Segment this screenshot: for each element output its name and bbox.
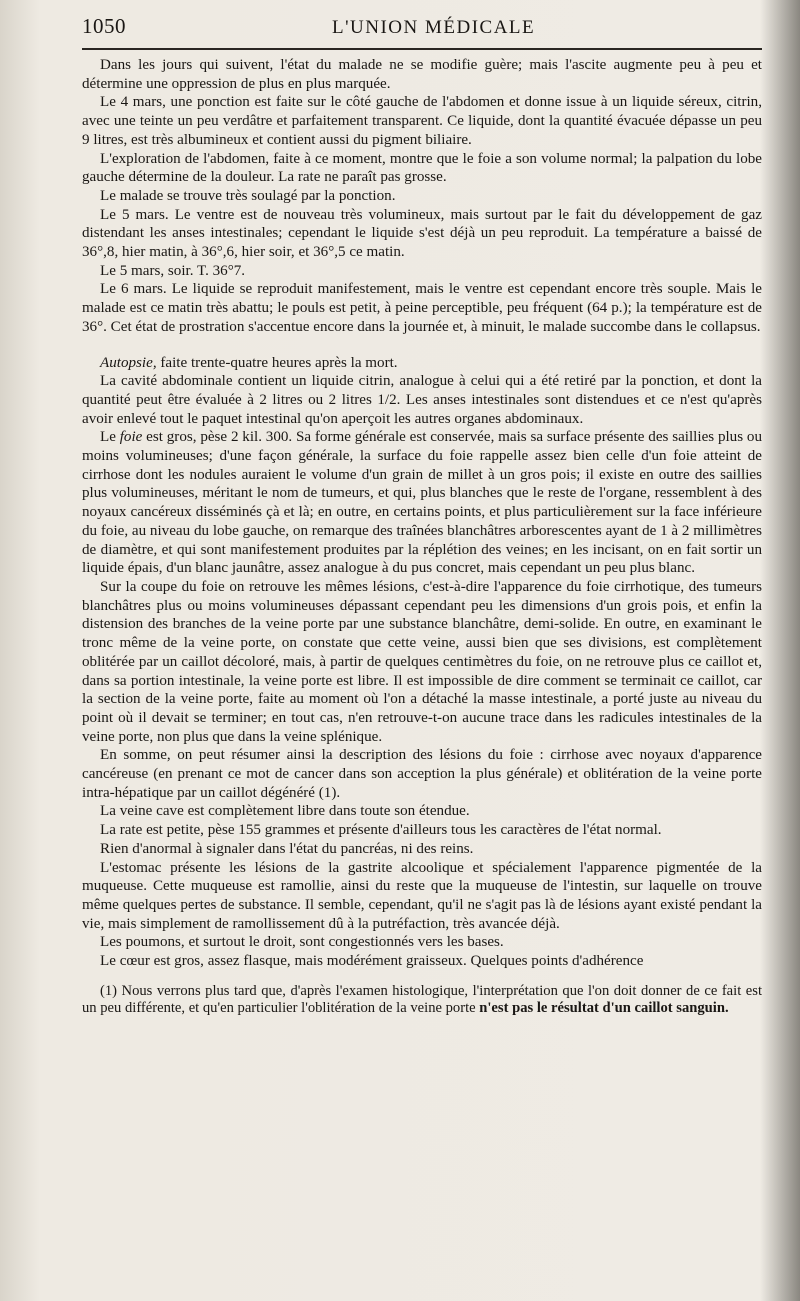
page-number: 1050 [82, 14, 126, 38]
foie-text: est gros, pèse 2 kil. 300. Sa forme générale est conservée, mais sa surface présente des saillies plus ou moins volumineuses; d'une façon générale, la surface du foie rappelle assez bien celle d'un foie atteint de cirrhose dont les nodules auraient le volume d'un grain de millet à un gros pois; il existe en outre des saillies plus volumineuses, méritant le nom de tumeurs, et qui, plus blanches que le reste de l'organe, ressemblent à des noyaux cancéreux disséminés çà et là; en outre, en certains points, et plus particulièrement sur la face inférieure du foie, au niveau du lobe gauche, on remarque des traînées blanchâtres arborescentes ayant de 1 à 2 millimètres de diamètre, et qui sont manifestement produites par la réplétion des veines; en les incisant, on en fait sortir un liquide épais, d'un blanc jaunâtre, assez analogue à du pus concret, mais cependant un peu plus blanc. [82, 429, 762, 577]
autopsie-label: Autopsie, [100, 354, 157, 371]
paragraph: Le 5 mars, soir. T. 36°7. [100, 262, 246, 279]
footnote [82, 983, 762, 1018]
paragraph: Sur la coupe du foie on retrouve les mêmes lésions, c'est-à-dire l'apparence du foie cirrhotique, des tumeurs blanchâtres plus ou moins volumineuses dépassant cependant peu les dimensions d'un grois pois, et enfin la distension des branches de la veine porte par une substance blanchâtre, demi-solide. En outre, en examinant le tronc même de la veine porte, on constate que cette veine, aussi bien que ses divisions, est complètement oblitérée par un caillot décoloré, mais, à partir de quelques centimètres du foie, on ne retrouve plus ce caillot et, dans sa portion intestinale, la veine porte est libre. Il est impossible de dire comment se terminait ce caillot, car la section de la veine porte, faite au moment où l'on a détaché la masse intestinale, a porté juste au niveau du point où il devait se terminer; en tout cas, n'en retrouve-t-on aucune trace dans les radicules intestinales de la veine porte, non plus que dans la veine splénique. [82, 578, 762, 745]
paragraph: La rate est petite, pèse 155 grammes et présente d'ailleurs tous les caractères de l'état normal. [100, 822, 662, 839]
paragraph: Rien d'anormal à signaler dans l'état du pancréas, ni des reins. [100, 840, 474, 857]
running-header [82, 14, 762, 50]
foie-prefix: Le [100, 429, 120, 446]
paragraph: L'exploration de l'abdomen, faite à ce moment, montre que le foie a son volume normal; la palpation du lobe gauche détermine de la douleur. La rate ne paraît pas grosse. [82, 150, 762, 186]
foie-italic: foie [119, 429, 143, 446]
paragraph: Le 6 mars. Le liquide se reproduit manifestement, mais le ventre est cependant encore très souple. Mais le malade est ce matin très abattu; le pouls est petit, à peine perceptible, peu fréquent (64 p.); la température est de 36°. Cet état de prostration s'accentue encore dans la journée et, à minuit, le malade succombe dans le collapsus. [82, 281, 762, 335]
foie-paragraph [82, 428, 762, 578]
section-gap [82, 337, 762, 354]
paragraph: En somme, on peut résumer ainsi la description des lésions du foie : cirrhose avec noyaux d'apparence cancéreuse (en prenant ce mot de cancer dans son acception la plus générale) et oblitération de la veine porte intra-hépatique par un caillot dégénéré (1). [82, 747, 762, 801]
paragraph: Les poumons, et surtout le droit, sont congestionnés vers les bases. [100, 934, 504, 951]
paragraph: Dans les jours qui suivent, l'état du malade ne se modifie guère; mais l'ascite augmente peu à peu et détermine une oppression de plus en plus marquée. [82, 57, 762, 92]
paragraph: Le 4 mars, une ponction est faite sur le côté gauche de l'abdomen et donne issue à un liquide séreux, citrin, avec une teinte un peu verdâtre et parfaitement transparent. Ce liquide, dont la quantité évacuée dépasse un peu 9 litres, est très albumineux et contient aussi du pigment biliaire. [82, 94, 762, 148]
article-body [82, 56, 762, 971]
footnote-line-bold: n'est pas le résultat d'un caillot sanguin. [479, 1000, 729, 1017]
paragraph: Le cœur est gros, assez flasque, mais modérément graisseux. Quelques points d'adhérence [100, 953, 644, 970]
paragraph: Le malade se trouve très soulagé par la ponction. [100, 187, 396, 204]
autopsie-paragraph [82, 354, 762, 373]
paragraph: La cavité abdominale contient un liquide citrin, analogue à celui qui a été retiré par la ponction, et dont la quantité peut être évaluée à 2 litres ou 2 litres 1/2. Les anses intestinales sont distendues et ce n'est qu'après avoir enlevé tout le paquet intestinal qu'on aperçoit les autres organes abdominaux. [82, 373, 762, 427]
footnote-line: (1) Nous verrons plus tard que, d'après l'examen histologique, l'interprétation que l'on doit donner de ce fait est un peu différente, et qu'en particulier l'oblitération de la veine porte [82, 982, 762, 1017]
journal-title: L'UNION MÉDICALE [332, 17, 536, 38]
autopsie-text: faite trente-quatre heures après la mort. [156, 354, 398, 371]
paragraph: L'estomac présente les lésions de la gastrite alcoolique et spécialement l'apparence pigmentée de la muqueuse. Cette muqueuse est ramollie, ainsi du reste que la muqueuse de l'intestin, sur laquelle on trouve même quelques pertes de substance. Il semble, cependant, qu'il ne s'agit pas là de lésions ayant existé pendant la vie, mais simplement de ramollissement dû à la putréfaction, très avancée déjà. [82, 859, 762, 932]
paragraph: Le 5 mars. Le ventre est de nouveau très volumineux, mais surtout par le fait du développement de gaz distendant les anses intestinales; cependant le liquide s'est déjà un peu reproduit. La température a baissé de 36°,8, hier matin, à 36°,6, hier soir, et 36°,5 ce matin. [82, 206, 762, 261]
paragraph: La veine cave est complètement libre dans toute son étendue. [100, 803, 470, 820]
footnote-text [82, 983, 762, 1018]
